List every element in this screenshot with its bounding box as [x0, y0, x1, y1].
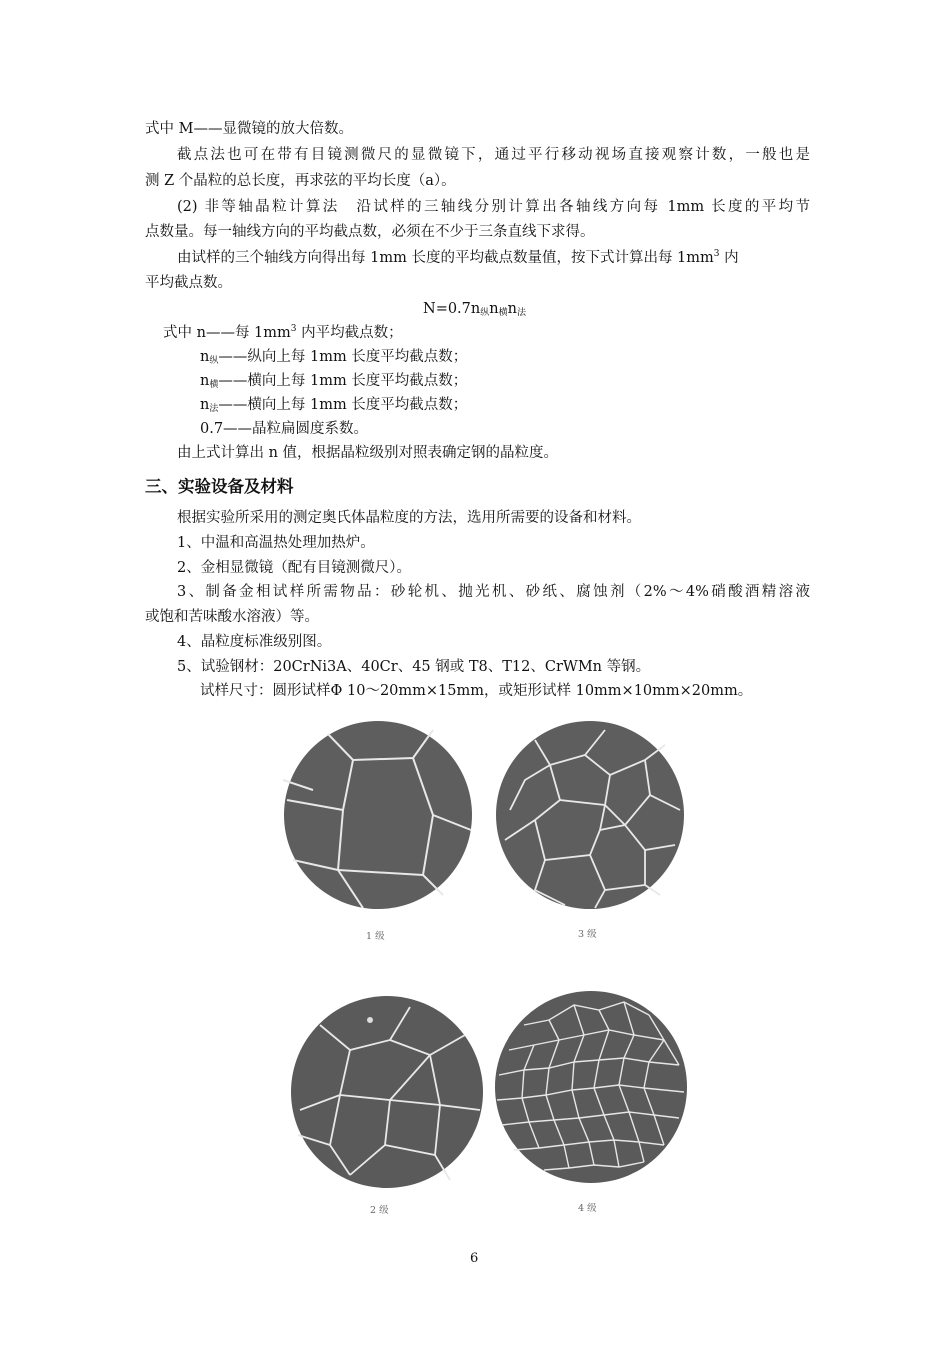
list-item: 2、金相显微镜（配有目镜测微尺）。 [177, 560, 411, 576]
formula-n3: n [507, 301, 517, 317]
formula-n2: n [489, 301, 499, 317]
figure-caption: 3 级 [578, 929, 597, 940]
definition-6: 由上式计算出 n 值，根据晶粒级别对照表确定钢的晶粒度。 [177, 445, 559, 461]
text-line-7: 平均截点数。 [145, 275, 232, 291]
def-4-n: n [200, 397, 210, 413]
superscript: 3 [713, 249, 720, 259]
formula-sub-1: 纵 [480, 308, 490, 318]
list-item: 5、试验钢材：20CrNi3A、40Cr、45 钢或 T8、T12、CrWMn 等钢。 [177, 659, 651, 675]
text-line-5: 点数量。每一轴线方向的平均截点数，必须在不少于三条直线下求得。 [145, 224, 595, 240]
def-1-sup: 3 [290, 324, 297, 334]
section-intro: 根据实验所采用的测定奥氏体晶粒度的方法，选用所需要的设备和材料。 [177, 510, 641, 526]
page-number: 6 [470, 1251, 479, 1266]
def-1-a: 式中 n——每 1mm [163, 325, 291, 341]
list-item: 3、制备金相试样所需物品：砂轮机、抛光机、砂纸、腐蚀剂（2%～4%硝酸酒精溶液 [177, 584, 810, 600]
def-4-text: ——横向上每 1mm 长度平均截点数； [218, 397, 468, 413]
figure-caption: 1 级 [366, 931, 385, 942]
definition-5: 0.7——晶粒扁圆度系数。 [200, 421, 369, 437]
def-3-n: n [200, 373, 210, 389]
text-line-1: 式中 M——显微镜的放大倍数。 [145, 121, 353, 137]
list-item: 4、晶粒度标准级别图。 [177, 634, 332, 650]
def-3-text: ——横向上每 1mm 长度平均截点数； [218, 373, 468, 389]
micrograph-grade-2 [290, 995, 484, 1189]
list-item: 或饱和苦味酸水溶液）等。 [145, 609, 319, 625]
list-item: 1、中温和高温热处理加热炉。 [177, 535, 375, 551]
def-2-text: ——纵向上每 1mm 长度平均截点数； [218, 349, 468, 365]
figure-caption: 2 级 [370, 1205, 389, 1216]
text-line-2: 截点法也可在带有目镜测微尺的显微镜下，通过平行移动视场直接观察计数，一般也是 [177, 147, 810, 163]
def-4-sub: 法 [209, 404, 219, 414]
text-line-6-a: 由试样的三个轴线方向得出每 1mm 长度的平均截点数量值，按下式计算出每 1mm [177, 250, 714, 266]
definition-1 [163, 322, 403, 346]
text-line-6 [177, 247, 739, 271]
section-heading: 三、实验设备及材料 [145, 477, 294, 496]
text-line-6-b: 内 [719, 250, 739, 266]
micrograph-grade-3 [495, 720, 685, 910]
figure-caption: 4 级 [578, 1203, 597, 1214]
def-3-sub: 横 [209, 380, 219, 390]
formula [423, 298, 526, 322]
definition-4 [200, 394, 467, 418]
def-1-b: 内平均截点数； [296, 325, 403, 341]
micrograph-grade-1 [283, 720, 473, 910]
formula-sub-2: 横 [498, 308, 508, 318]
def-2-sub: 纵 [209, 356, 219, 366]
list-item: 试样尺寸：圆形试样Φ 10～20mm×15mm，或矩形试样 10mm×10mm×20mm。 [200, 683, 753, 699]
definition-2 [200, 346, 467, 370]
text-line-4: (2) 非等轴晶粒计算法 沿试样的三轴线分别计算出各轴线方向每 1mm 长度的平均节 [177, 199, 810, 215]
formula-main: N=0.7n [423, 301, 481, 317]
def-2-n: n [200, 349, 210, 365]
formula-sub-3: 法 [516, 308, 526, 318]
text-line-3: 测 Z 个晶粒的总长度，再求弦的平均长度（a）。 [145, 173, 456, 189]
definition-3 [200, 370, 467, 394]
micrograph-grade-4 [494, 990, 688, 1184]
